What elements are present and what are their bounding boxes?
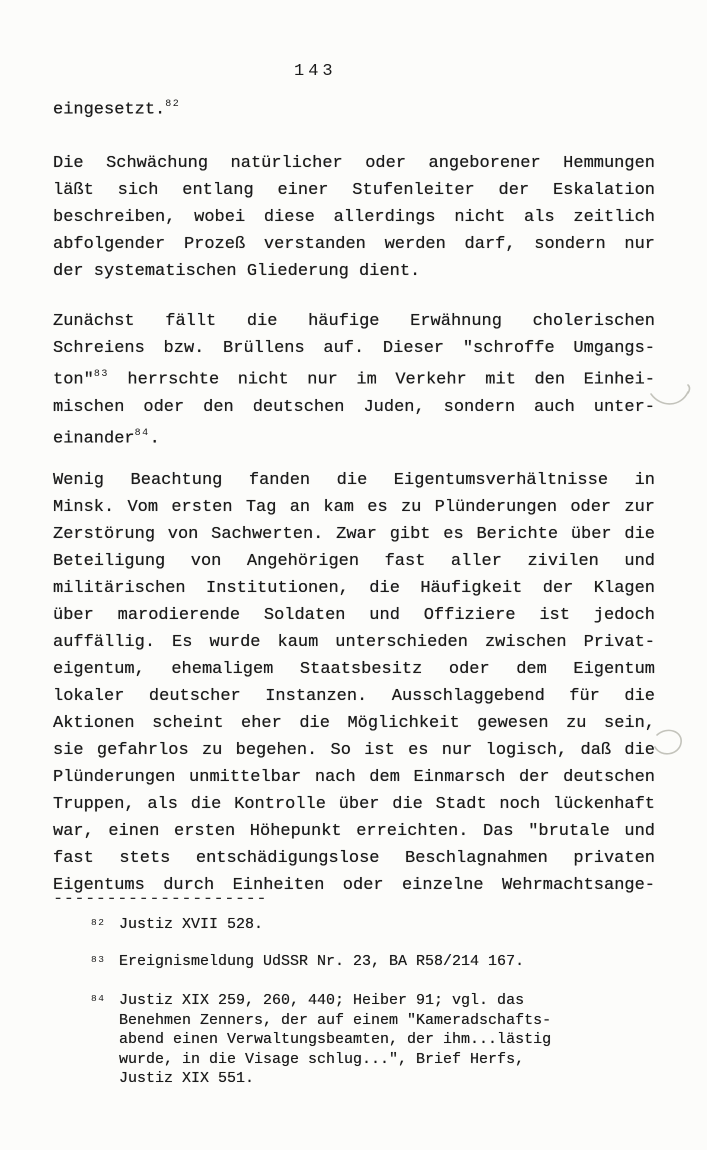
footnote-text (119, 991, 655, 1089)
text-line: abend einen Verwaltungsbeamten, der ihm...lästig (119, 1031, 552, 1048)
footnote-83 (53, 952, 655, 972)
footnote-ref-83: 83 (93, 369, 109, 380)
line-segment: ton" (53, 370, 94, 390)
intro-text: eingesetzt. (53, 100, 166, 120)
paragraph-intro (53, 92, 655, 124)
text-line: beschreiben, wobei diese allerdings nicht als zeitlich (53, 208, 655, 227)
text-line: Zerstörung von Sachwerten. Zwar gibt es Berichte über die (53, 525, 655, 544)
pencil-margin-mark (646, 380, 692, 414)
text-line: Wenig Beachtung fanden die Eigentumsverhältnisse in (53, 471, 655, 490)
text-line (53, 92, 655, 124)
paragraph-1 (53, 150, 655, 285)
footnote-ref-84: 84 (134, 427, 150, 439)
text-line: fast stets entschädigungslose Beschlagnahmen privaten (53, 849, 655, 868)
text-line: wurde, in die Visage schlug...", Brief Herfs, (119, 1050, 525, 1068)
footnote-marker: 82 (91, 917, 106, 928)
text-line: Beteiligung von Angehörigen fast aller zivilen und (53, 552, 655, 571)
footnote-text (119, 952, 655, 972)
text-line: Die Schwächung natürlicher oder angeborener Hemmungen (53, 154, 655, 173)
paragraph-2 (53, 308, 655, 452)
text-line: der systematischen Gliederung dient. (53, 262, 421, 281)
footnote-marker: 83 (91, 954, 106, 965)
footnote-82 (53, 915, 655, 935)
text-line: Benehmen Zenners, der auf einem "Kameradschafts- (119, 1011, 552, 1029)
text-line: Justiz XVII 528. (119, 916, 264, 933)
footnote-text (119, 915, 655, 935)
text-line: mischen oder den deutschen Juden, sondern auch unter- (53, 397, 655, 417)
footnote-marker: 84 (91, 993, 106, 1004)
text-line: Plünderungen unmittelbar nach dem Einmarsch der deutschen (53, 768, 655, 787)
text-line: Justiz XIX 551. (119, 1070, 255, 1087)
page-number: 143 (294, 62, 337, 81)
text-line: Aktionen scheint eher die Möglichkeit gewesen zu sein, (53, 714, 655, 733)
text-line: sie gefahrlos zu begehen. So ist es nur logisch, daß die (53, 741, 655, 760)
footnote-separator: -------------------- (53, 890, 268, 909)
text-line: eigentum, ehemaligem Staatsbesitz oder dem Eigentum (53, 660, 655, 679)
text-line (53, 421, 655, 453)
text-line: Truppen, als die Kontrolle über die Stadt noch lückenhaft (53, 795, 655, 814)
text-line: über marodierende Soldaten und Offiziere ist jedoch (53, 606, 655, 625)
text-line: Ereignismeldung UdSSR Nr. 23, BA R58/214 167. (119, 953, 525, 970)
line-segment: herrschte nicht nur im Verkehr mit den Einhei- (108, 370, 655, 390)
line-segment: . (149, 429, 160, 449)
text-line (53, 362, 655, 394)
text-line: militärischen Institutionen, die Häufigkeit der Klagen (53, 579, 655, 598)
line-segment: einander (53, 429, 135, 449)
text-line: Schreiens bzw. Brüllens auf. Dieser "schroffe Umgangs- (53, 339, 655, 358)
text-line: Zunächst fällt die häufige Erwähnung cholerischen (53, 312, 655, 331)
text-line: abfolgender Prozeß verstanden werden darf, sondern nur (53, 235, 655, 254)
pencil-margin-mark (648, 726, 690, 768)
text-line: Eigentums durch Einheiten oder einzelne Wehrmachtsange- (53, 876, 655, 895)
text-line: läßt sich entlang einer Stufenleiter der Eskalation (53, 181, 655, 200)
paragraph-3 (53, 467, 655, 899)
text-line: lokaler deutscher Instanzen. Ausschlaggebend für die (53, 687, 655, 706)
footnote-84 (53, 991, 655, 1089)
footnote-ref-82: 82 (165, 99, 181, 110)
text-line: Minsk. Vom ersten Tag an kam es zu Plünderungen oder zur (53, 498, 655, 517)
text-line: war, einen ersten Höhepunkt erreichten. Das "brutale und (53, 822, 655, 841)
text-line: auffällig. Es wurde kaum unterschieden zwischen Privat- (53, 633, 655, 652)
text-line: Justiz XIX 259, 260, 440; Heiber 91; vgl. das (119, 992, 525, 1009)
